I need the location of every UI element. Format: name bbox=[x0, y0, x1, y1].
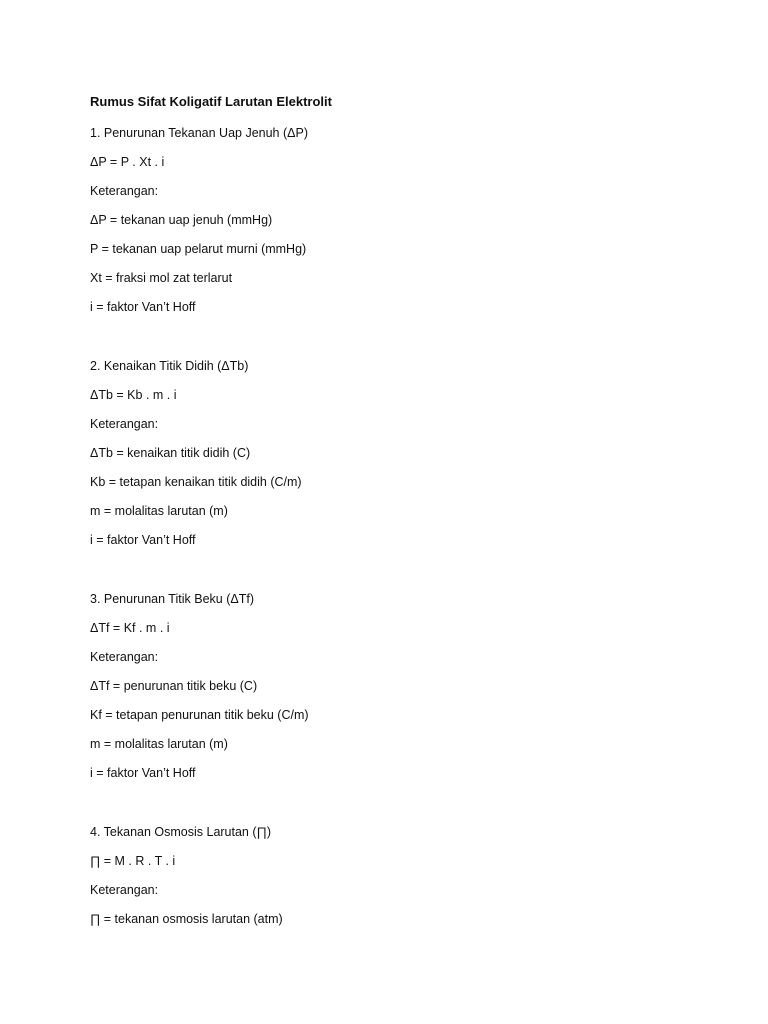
section-2-definition: Kb = tetapan kenaikan titik didih (C/m) bbox=[90, 475, 302, 489]
section-4-keterangan-label: Keterangan: bbox=[90, 883, 159, 897]
section-4-heading: 4. Tekanan Osmosis Larutan (∏) bbox=[90, 825, 271, 839]
section-1-definition: i = faktor Van’t Hoff bbox=[90, 300, 196, 314]
section-2-formula: ΔTb = Kb . m . i bbox=[90, 388, 177, 402]
section-3-heading: 3. Penurunan Titik Beku (ΔTf) bbox=[90, 592, 254, 606]
section-2-definition: i = faktor Van’t Hoff bbox=[90, 533, 196, 547]
section-1-definition: ΔP = tekanan uap jenuh (mmHg) bbox=[90, 213, 273, 227]
section-3-keterangan-label: Keterangan: bbox=[90, 650, 159, 664]
section-3-definition: ΔTf = penurunan titik beku (C) bbox=[90, 679, 258, 693]
section-1-formula: ΔP = P . Xt . i bbox=[90, 155, 165, 169]
section-3-definition: m = molalitas larutan (m) bbox=[90, 737, 228, 751]
section-1-keterangan-label: Keterangan: bbox=[90, 184, 159, 198]
section-4-definition: ∏ = tekanan osmosis larutan (atm) bbox=[90, 912, 283, 926]
section-2-keterangan-label: Keterangan: bbox=[90, 417, 159, 431]
section-4-formula: ∏ = M . R . T . i bbox=[90, 854, 176, 868]
section-1-definition: P = tekanan uap pelarut murni (mmHg) bbox=[90, 242, 307, 256]
section-3-definition: i = faktor Van’t Hoff bbox=[90, 766, 196, 780]
section-3-formula: ΔTf = Kf . m . i bbox=[90, 621, 170, 635]
section-3-definition: Kf = tetapan penurunan titik beku (C/m) bbox=[90, 708, 309, 722]
section-2-definition: m = molalitas larutan (m) bbox=[90, 504, 228, 518]
section-2-definition: ΔTb = kenaikan titik didih (C) bbox=[90, 446, 251, 460]
document-title: Rumus Sifat Koligatif Larutan Elektrolit bbox=[90, 94, 332, 109]
section-1-heading: 1. Penurunan Tekanan Uap Jenuh (ΔP) bbox=[90, 126, 308, 140]
section-2-heading: 2. Kenaikan Titik Didih (ΔTb) bbox=[90, 359, 249, 373]
section-1-definition: Xt = fraksi mol zat terlarut bbox=[90, 271, 233, 285]
